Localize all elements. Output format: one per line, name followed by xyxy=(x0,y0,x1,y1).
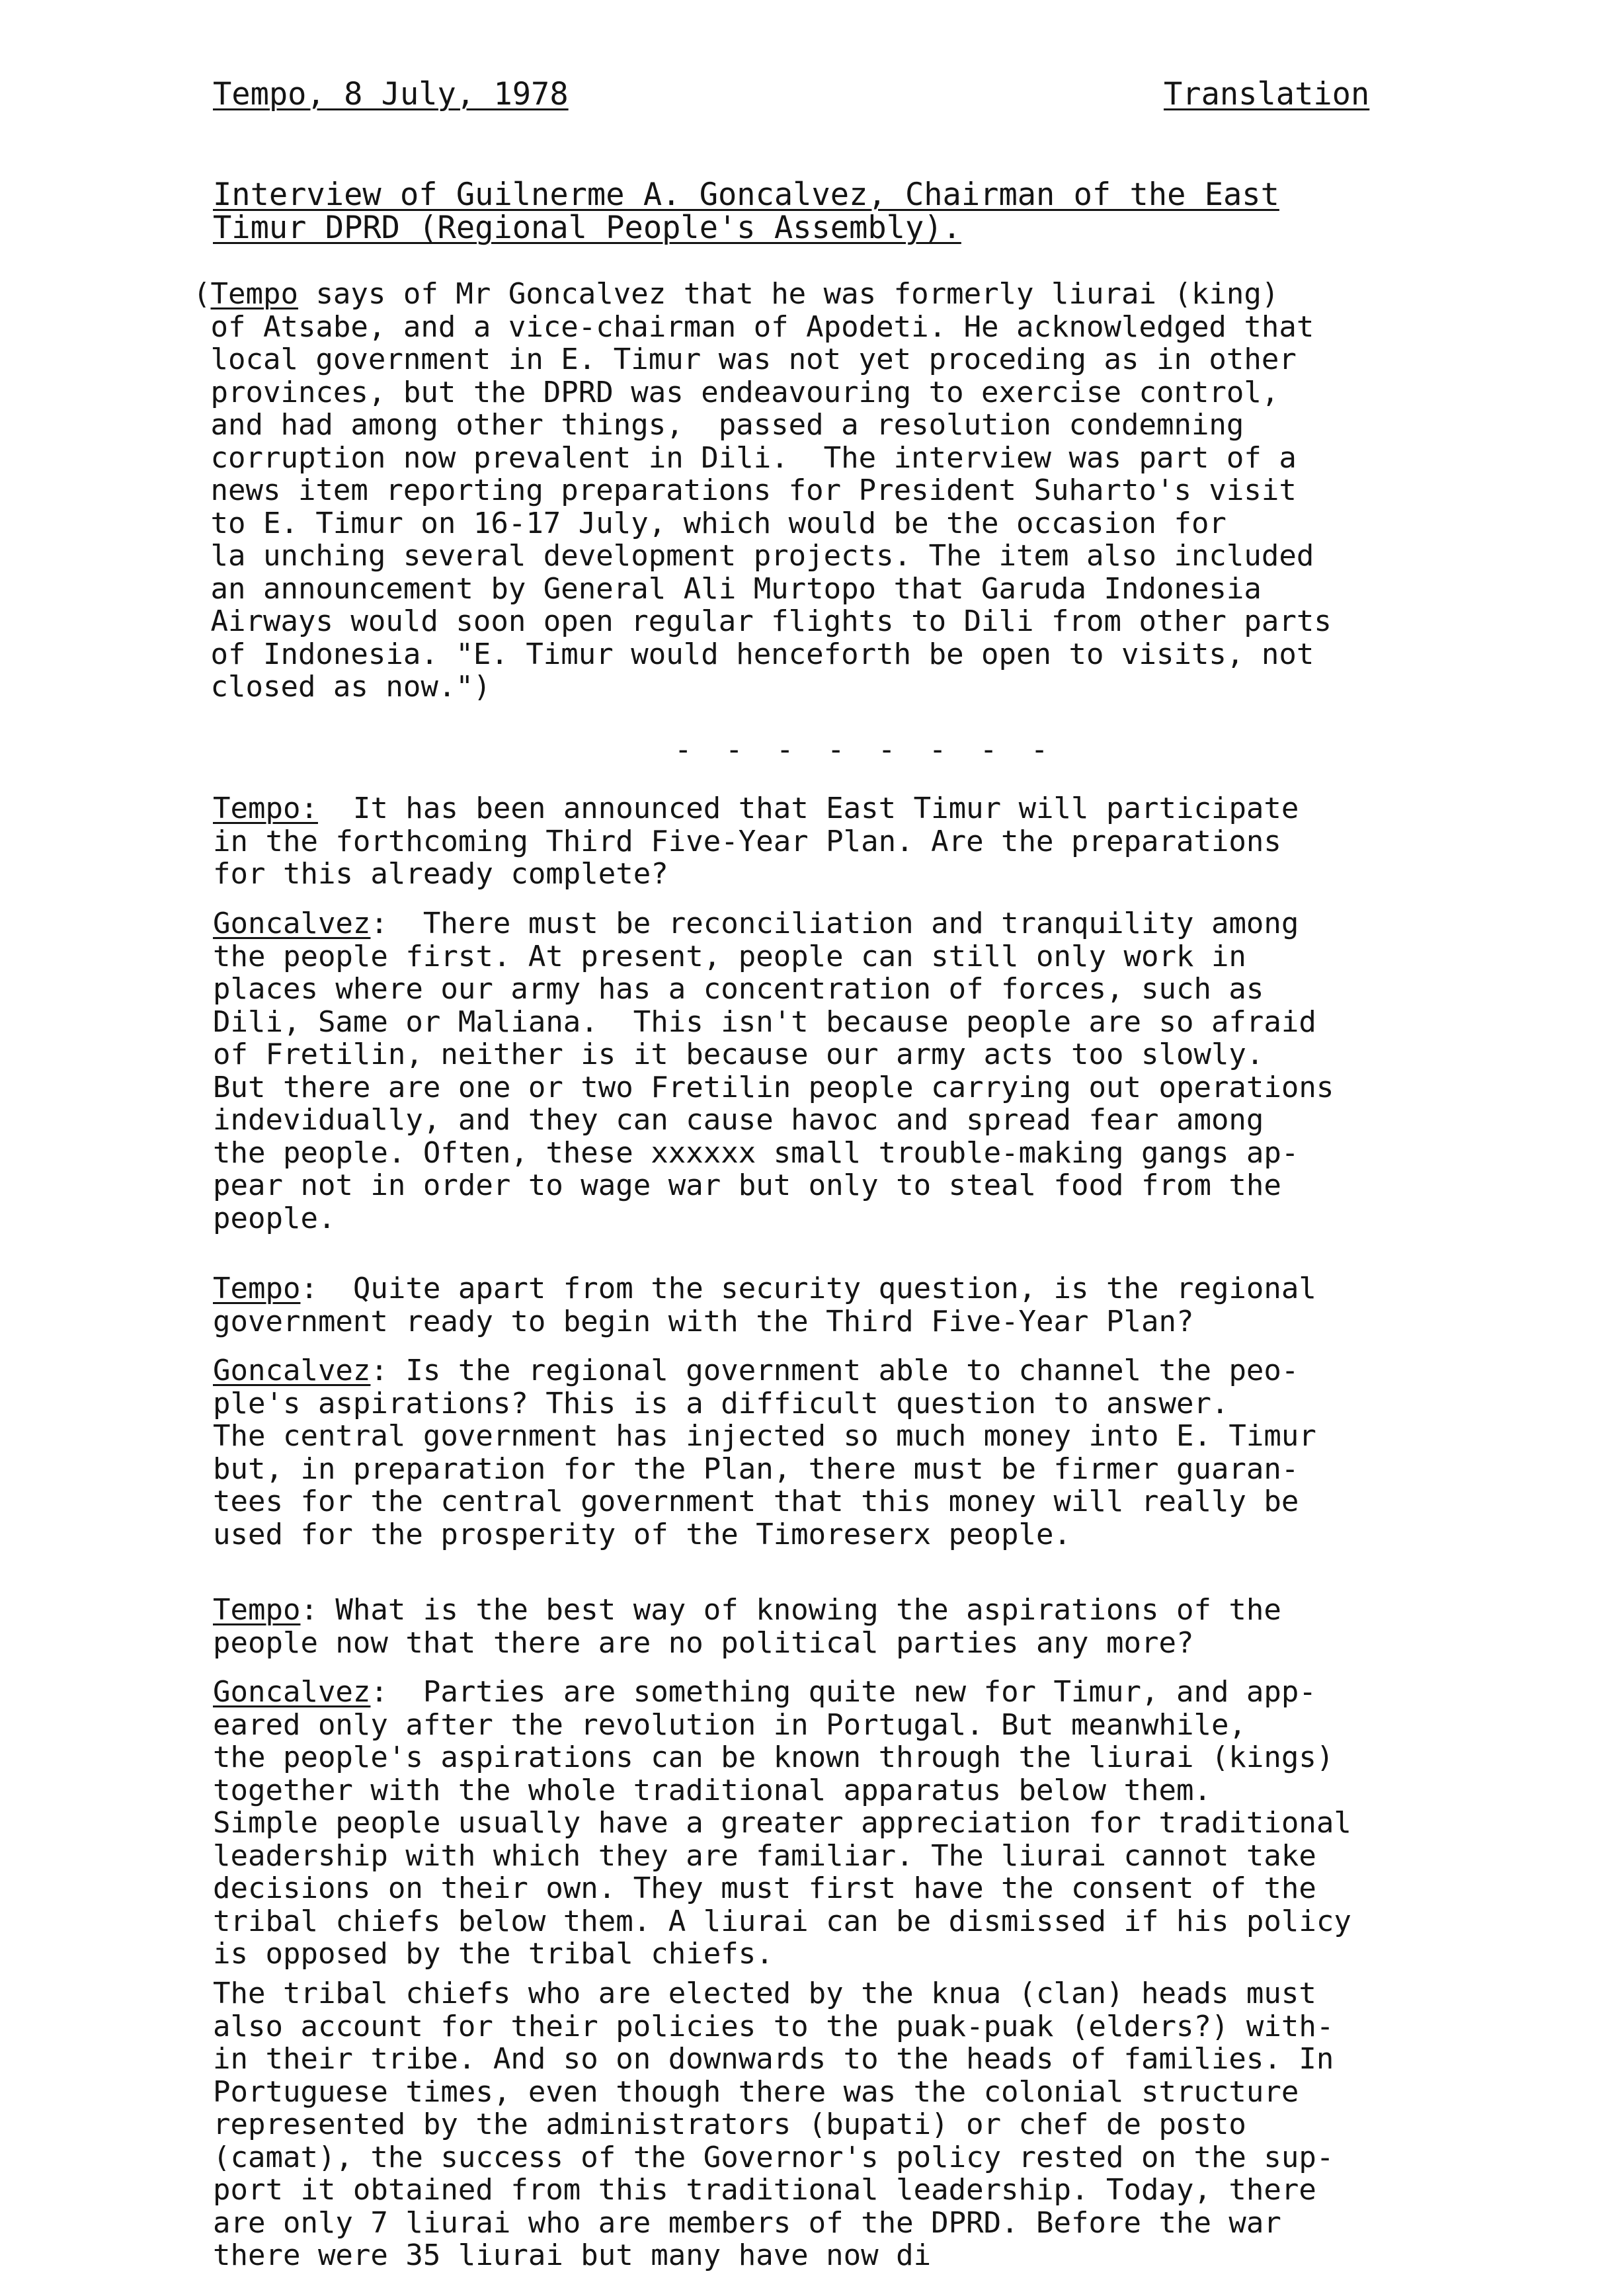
paragraph-line xyxy=(213,2239,1562,2272)
line-text: The central government has injected so much money into E. Timur xyxy=(213,1419,1316,1453)
intro-line xyxy=(193,507,1542,540)
line-text: la unching several development projects. The item also included xyxy=(193,539,1314,573)
paragraph-line xyxy=(213,1872,1562,1905)
line-text: leadership with which they are familiar. The liurai cannot take xyxy=(213,1838,1316,1873)
paragraph-line xyxy=(213,2076,1562,2109)
speaker-label: Tempo xyxy=(210,277,298,311)
line-text: Airways would soon open regular flights to Dili from other parts xyxy=(193,604,1332,638)
line-text: also account for their policies to the puak-puak (elders?) with- xyxy=(213,2009,1334,2043)
intro-line xyxy=(193,442,1542,475)
paragraph-line xyxy=(213,1977,1562,2010)
line-text: : There must be reconciliation and tranquility among xyxy=(370,907,1299,940)
intro-line xyxy=(193,343,1542,376)
paragraph-line xyxy=(213,1485,1562,1518)
line-text: Dili, Same or Maliana. This isn't because people are so afraid xyxy=(213,1004,1316,1039)
dialogue-paragraph xyxy=(213,1594,1562,1659)
dialogue-paragraph xyxy=(213,1354,1562,1551)
line-text: pear not in order to wage war but only to steal food from the xyxy=(213,1168,1281,1202)
intro-line xyxy=(193,540,1542,573)
line-text: people. xyxy=(213,1201,336,1235)
dialogue-paragraph xyxy=(213,792,1562,891)
intro-line xyxy=(193,573,1542,606)
paragraph-line xyxy=(213,1807,1562,1840)
line-text: but, in preparation for the Plan, there must be firmer guaran- xyxy=(213,1452,1299,1486)
speaker-label: Tempo xyxy=(213,1272,301,1305)
line-text: (camat), the success of the Governor's policy rested on the sup- xyxy=(213,2140,1334,2174)
line-text: ( xyxy=(193,277,211,311)
paragraph-line xyxy=(213,1104,1562,1137)
paragraph-line xyxy=(213,2174,1562,2207)
line-text: corruption now prevalent in Dili. The interview was part of a xyxy=(193,440,1297,475)
paragraph-line xyxy=(213,973,1562,1006)
paragraph-line xyxy=(213,1741,1562,1774)
paragraph-line xyxy=(213,2010,1562,2043)
line-text: in the forthcoming Third Five-Year Plan. Are the preparations xyxy=(213,824,1281,858)
line-text: people now that there are no political parties any more? xyxy=(213,1625,1194,1660)
line-text: an announcement by General Ali Murtopo that Garuda Indonesia xyxy=(193,571,1262,606)
line-text: closed as now.") xyxy=(193,670,491,704)
paragraph-line xyxy=(213,1709,1562,1742)
line-text: to E. Timur on 16-17 July, which would be the occasion for xyxy=(193,506,1226,540)
title-line-2: Timur DPRD (Regional People's Assembly). xyxy=(213,210,961,246)
intro-line xyxy=(193,671,1542,704)
paragraph-line xyxy=(213,907,1562,940)
line-text: are only 7 liurai who are members of the DPRD. Before the war xyxy=(213,2205,1281,2240)
paragraph-line xyxy=(213,792,1562,825)
line-text: It has been announced that East Timur will participate xyxy=(317,792,1299,825)
speaker-label: Goncalvez xyxy=(213,1354,371,1387)
paragraph-line xyxy=(213,1038,1562,1071)
paragraph-line xyxy=(213,2108,1562,2141)
line-text: ple's aspirations? This is a difficult question to answer. xyxy=(213,1386,1229,1420)
paragraph-line xyxy=(213,1594,1562,1627)
intro-line xyxy=(193,278,1542,311)
line-text: the people. Often, these xxxxxx small trouble-making gangs ap- xyxy=(213,1135,1299,1170)
line-text: : What is the best way of knowing the aspirations of the xyxy=(300,1593,1281,1627)
paragraph-line xyxy=(213,2141,1562,2174)
intro-line xyxy=(193,376,1542,409)
dialogue-paragraph xyxy=(213,1272,1562,1338)
line-text: port it obtained from this traditional leadership. Today, there xyxy=(213,2173,1316,2207)
paragraph-line xyxy=(213,1840,1562,1873)
line-text: says of Mr Goncalvez that he was formerly liurai (king) xyxy=(298,277,1279,311)
paragraph-line xyxy=(213,1676,1562,1709)
line-text: the people's aspirations can be known through the liurai (kings) xyxy=(213,1741,1334,1774)
paragraph-line xyxy=(213,1387,1562,1420)
line-text: indevidually, and they can cause havoc and spread fear among xyxy=(213,1103,1264,1137)
paragraph-line xyxy=(213,1938,1562,1971)
paragraph-line xyxy=(213,1354,1562,1387)
line-text: : Quite apart from the security question, is the regional xyxy=(300,1272,1316,1305)
paragraph-line xyxy=(213,1202,1562,1235)
paragraph-line xyxy=(213,1627,1562,1660)
intro-paragraph xyxy=(193,278,1542,704)
paragraph-line xyxy=(213,1420,1562,1453)
line-text: used for the prosperity of the Timoreserx people. xyxy=(213,1517,1072,1551)
line-text: tribal chiefs below them. A liurai can be dismissed if his policy xyxy=(213,1904,1351,1938)
line-text: in their tribe. And so on downwards to the heads of families. In xyxy=(213,2042,1334,2076)
line-text: of Atsabe, and a vice-chairman of Apodeti. He acknowledged that xyxy=(193,309,1314,344)
line-text: eared only after the revolution in Portugal. But meanwhile, xyxy=(213,1707,1246,1742)
title-line-1: Interview of Guilnerme A. Goncalvez, Chairman of the East xyxy=(213,177,1279,213)
line-text: tees for the central government that this money will really be xyxy=(213,1485,1299,1518)
paragraph-line xyxy=(213,1071,1562,1104)
dialogue-paragraph xyxy=(213,907,1562,1235)
paragraph-line xyxy=(213,2207,1562,2240)
paragraph-line xyxy=(213,825,1562,858)
translation-label: Translation xyxy=(1164,76,1370,112)
line-text: Simple people usually have a greater appreciation for traditional xyxy=(213,1806,1351,1840)
paragraph-line xyxy=(213,858,1562,891)
line-text: places where our army has a concentration of forces, such as xyxy=(213,972,1264,1006)
intro-line xyxy=(193,605,1542,638)
paragraph-line xyxy=(213,1905,1562,1938)
intro-line xyxy=(193,409,1542,442)
line-text: of Indonesia. "E. Timur would henceforth be open to visits, not xyxy=(193,637,1314,671)
line-text: The tribal chiefs who are elected by the knua (clan) heads must xyxy=(213,1977,1316,2010)
paragraph-line xyxy=(213,940,1562,973)
section-divider: - - - - - - - - xyxy=(674,733,1057,766)
speaker-label: Goncalvez xyxy=(213,1675,371,1709)
line-text: But there are one or two Fretilin people carrying out operations xyxy=(213,1070,1334,1104)
paragraph-line xyxy=(213,1169,1562,1202)
paragraph-line xyxy=(213,1518,1562,1551)
line-text: and had among other things, passed a resolution condemning xyxy=(193,408,1244,442)
line-text: is opposed by the tribal chiefs. xyxy=(213,1937,774,1971)
intro-line xyxy=(193,638,1542,671)
dialogue-paragraph xyxy=(213,1676,1562,1971)
paragraph-line xyxy=(213,1006,1562,1039)
line-text: government ready to begin with the Third Five-Year Plan? xyxy=(213,1304,1194,1338)
line-text: news item reporting preparations for President Suharto's visit xyxy=(193,473,1297,507)
paragraph-line xyxy=(213,1272,1562,1305)
line-text: of Fretilin, neither is it because our army acts too slowly. xyxy=(213,1038,1264,1071)
line-text: together with the whole traditional apparatus below them. xyxy=(213,1773,1211,1807)
paragraph-line xyxy=(213,1453,1562,1486)
line-text: decisions on their own. They must first have the consent of the xyxy=(213,1871,1316,1905)
dialogue-paragraph xyxy=(213,1977,1562,2272)
line-text: : Is the regional government able to channel the peo- xyxy=(370,1354,1299,1387)
line-text: for this already complete? xyxy=(213,857,668,891)
paragraph-line xyxy=(213,1137,1562,1170)
line-text: provinces, but the DPRD was endeavouring to exercise control, xyxy=(193,375,1279,409)
line-text: the people first. At present, people can still only work in xyxy=(213,939,1246,973)
line-text: represented by the administrators (bupati) or chef de posto xyxy=(213,2108,1246,2141)
intro-line xyxy=(193,474,1542,507)
paragraph-line xyxy=(213,1774,1562,1807)
paragraph-line xyxy=(213,1305,1562,1338)
speaker-label: Tempo xyxy=(213,1593,301,1627)
speaker-label: Tempo: xyxy=(213,792,318,825)
line-text: Portuguese times, even though there was the colonial structure xyxy=(213,2074,1299,2109)
paragraph-line xyxy=(213,2043,1562,2076)
line-text: local government in E. Timur was not yet proceding as in other xyxy=(193,343,1297,376)
source-citation: Tempo, 8 July, 1978 xyxy=(213,76,569,112)
line-text: : Parties are something quite new for Timur, and app- xyxy=(370,1675,1316,1709)
line-text: there were 35 liurai but many have now di xyxy=(213,2238,932,2272)
intro-line xyxy=(193,311,1542,344)
speaker-label: Goncalvez xyxy=(213,907,371,940)
